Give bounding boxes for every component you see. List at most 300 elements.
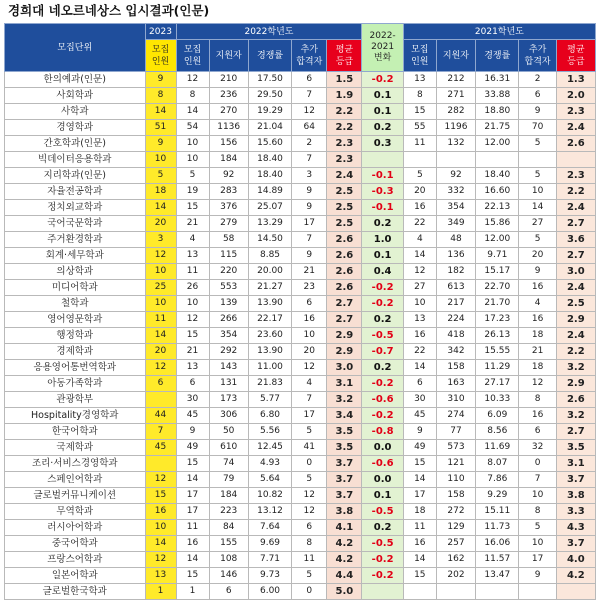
quota-2023: 20 xyxy=(145,216,176,232)
applicants-2022: 84 xyxy=(209,520,248,536)
quota-2022: 9 xyxy=(176,424,209,440)
applicants-2022: 610 xyxy=(209,440,248,456)
avg-grade-2021: 2.4 xyxy=(556,200,595,216)
ratio-2021: 33.88 xyxy=(476,88,519,104)
quota-2021: 12 xyxy=(403,264,436,280)
dept-name: 영어영문학과 xyxy=(5,312,146,328)
header-extra-2021: 추가 합격자 xyxy=(519,40,556,72)
avg-grade-2022: 3.7 xyxy=(327,488,362,504)
extra-2021: 32 xyxy=(519,440,556,456)
quota-2022: 21 xyxy=(176,216,209,232)
avg-grade-2021: 2.7 xyxy=(556,216,595,232)
table-row xyxy=(5,200,596,216)
ratio-2022: 13.90 xyxy=(248,344,291,360)
header-year-2021: 2021학년도 xyxy=(403,24,595,40)
header-applicants-2022: 지원자 xyxy=(209,40,248,72)
applicants-2022: 92 xyxy=(209,168,248,184)
ratio-2021: 9.71 xyxy=(476,248,519,264)
dept-name: 사학과 xyxy=(5,104,146,120)
grade-change: 0.2 xyxy=(362,312,403,328)
avg-grade-2022: 2.5 xyxy=(327,184,362,200)
extra-2022: 41 xyxy=(292,440,327,456)
quota-2023: 3 xyxy=(145,232,176,248)
ratio-2022: 10.82 xyxy=(248,488,291,504)
extra-2021: 16 xyxy=(519,280,556,296)
dept-name: 정치외교학과 xyxy=(5,200,146,216)
quota-2022: 11 xyxy=(176,520,209,536)
table-row xyxy=(5,72,596,88)
quota-2023: 10 xyxy=(145,152,176,168)
avg-grade-2021: 3.7 xyxy=(556,536,595,552)
quota-2023: 13 xyxy=(145,568,176,584)
extra-2022: 10 xyxy=(292,328,327,344)
applicants-2021: 182 xyxy=(436,264,475,280)
dept-name: 프랑스어학과 xyxy=(5,552,146,568)
extra-2021: 9 xyxy=(519,568,556,584)
table-row xyxy=(5,584,596,600)
applicants-2021: 129 xyxy=(436,520,475,536)
dept-name: 러시아어학과 xyxy=(5,520,146,536)
table-row xyxy=(5,488,596,504)
avg-grade-2021: 4.2 xyxy=(556,568,595,584)
avg-grade-2022: 2.6 xyxy=(327,264,362,280)
grade-change: 0.2 xyxy=(362,120,403,136)
quota-2023: 10 xyxy=(145,264,176,280)
applicants-2021: 212 xyxy=(436,72,475,88)
applicants-2021 xyxy=(436,584,475,600)
ratio-2022: 13.12 xyxy=(248,504,291,520)
extra-2022: 5 xyxy=(292,568,327,584)
ratio-2022: 5.56 xyxy=(248,424,291,440)
applicants-2022: 306 xyxy=(209,408,248,424)
quota-2023: 12 xyxy=(145,552,176,568)
avg-grade-2021: 3.2 xyxy=(556,408,595,424)
quota-2022: 15 xyxy=(176,328,209,344)
quota-2023: 16 xyxy=(145,504,176,520)
avg-grade-2021: 2.4 xyxy=(556,280,595,296)
header-quota-2022: 모집 인원 xyxy=(176,40,209,72)
quota-2021: 9 xyxy=(403,424,436,440)
dept-name: Hospitality경영학과 xyxy=(5,408,146,424)
avg-grade-2022: 2.3 xyxy=(327,136,362,152)
applicants-2022: 156 xyxy=(209,136,248,152)
avg-grade-2022: 2.2 xyxy=(327,120,362,136)
avg-grade-2022: 2.9 xyxy=(327,328,362,344)
quota-2021: 17 xyxy=(403,488,436,504)
quota-2023: 15 xyxy=(145,488,176,504)
extra-2021 xyxy=(519,584,556,600)
table-row xyxy=(5,408,596,424)
table-row xyxy=(5,104,596,120)
applicants-2022: 143 xyxy=(209,360,248,376)
extra-2021: 5 xyxy=(519,168,556,184)
avg-grade-2021: 4.3 xyxy=(556,520,595,536)
quota-2022: 10 xyxy=(176,296,209,312)
grade-change: 0.3 xyxy=(362,136,403,152)
extra-2021: 10 xyxy=(519,488,556,504)
quota-2021: 11 xyxy=(403,136,436,152)
dept-name: 조리·서비스경영학과 xyxy=(5,456,146,472)
quota-2021: 15 xyxy=(403,456,436,472)
ratio-2022: 5.64 xyxy=(248,472,291,488)
ratio-2021: 21.75 xyxy=(476,120,519,136)
quota-2023: 1 xyxy=(145,584,176,600)
ratio-2021: 18.40 xyxy=(476,168,519,184)
quota-2023: 8 xyxy=(145,88,176,104)
extra-2022: 5 xyxy=(292,424,327,440)
quota-2021: 20 xyxy=(403,184,436,200)
ratio-2022: 21.04 xyxy=(248,120,291,136)
quota-2021: 15 xyxy=(403,568,436,584)
extra-2021: 27 xyxy=(519,216,556,232)
admissions-results-table xyxy=(4,23,596,600)
header-ratio-2022: 경쟁률 xyxy=(248,40,291,72)
applicants-2021: 310 xyxy=(436,392,475,408)
avg-grade-2021: 2.9 xyxy=(556,312,595,328)
ratio-2021: 22.70 xyxy=(476,280,519,296)
dept-name: 회계·세무학과 xyxy=(5,248,146,264)
applicants-2022: 173 xyxy=(209,392,248,408)
ratio-2021: 8.07 xyxy=(476,456,519,472)
extra-2022: 11 xyxy=(292,552,327,568)
applicants-2021: 217 xyxy=(436,296,475,312)
extra-2021: 70 xyxy=(519,120,556,136)
table-row xyxy=(5,344,596,360)
quota-2022: 10 xyxy=(176,152,209,168)
table-row xyxy=(5,504,596,520)
extra-2022: 21 xyxy=(292,264,327,280)
extra-2022: 12 xyxy=(292,488,327,504)
applicants-2021: 613 xyxy=(436,280,475,296)
quota-2022: 14 xyxy=(176,104,209,120)
quota-2021: 16 xyxy=(403,328,436,344)
extra-2022: 7 xyxy=(292,88,327,104)
ratio-2022: 7.71 xyxy=(248,552,291,568)
quota-2021: 10 xyxy=(403,296,436,312)
table-row xyxy=(5,88,596,104)
ratio-2022: 4.93 xyxy=(248,456,291,472)
extra-2022: 12 xyxy=(292,360,327,376)
grade-change: -0.3 xyxy=(362,184,403,200)
quota-2023: 10 xyxy=(145,296,176,312)
ratio-2021: 11.69 xyxy=(476,440,519,456)
extra-2021: 6 xyxy=(519,88,556,104)
extra-2022: 7 xyxy=(292,232,327,248)
applicants-2021: 272 xyxy=(436,504,475,520)
table-row xyxy=(5,136,596,152)
quota-2022: 15 xyxy=(176,200,209,216)
quota-2022: 54 xyxy=(176,120,209,136)
quota-2021: 14 xyxy=(403,248,436,264)
extra-2022: 7 xyxy=(292,152,327,168)
table-row xyxy=(5,312,596,328)
ratio-2021 xyxy=(476,152,519,168)
applicants-2021: 354 xyxy=(436,200,475,216)
avg-grade-2021: 2.9 xyxy=(556,376,595,392)
dept-name: 철학과 xyxy=(5,296,146,312)
dept-name: 행정학과 xyxy=(5,328,146,344)
quota-2021: 15 xyxy=(403,104,436,120)
table-row xyxy=(5,520,596,536)
quota-2021: 49 xyxy=(403,440,436,456)
avg-grade-2022: 3.0 xyxy=(327,360,362,376)
applicants-2021: 332 xyxy=(436,184,475,200)
applicants-2022: 210 xyxy=(209,72,248,88)
dept-name: 중국어학과 xyxy=(5,536,146,552)
grade-change: 0.0 xyxy=(362,440,403,456)
dept-name: 빅데이터응용학과 xyxy=(5,152,146,168)
quota-2023: 14 xyxy=(145,200,176,216)
table-row xyxy=(5,536,596,552)
avg-grade-2022: 2.7 xyxy=(327,312,362,328)
ratio-2022: 7.64 xyxy=(248,520,291,536)
applicants-2021: 271 xyxy=(436,88,475,104)
applicants-2021: 257 xyxy=(436,536,475,552)
applicants-2022: 139 xyxy=(209,296,248,312)
avg-grade-2022: 3.5 xyxy=(327,424,362,440)
dept-name: 지리학과(인문) xyxy=(5,168,146,184)
applicants-2022: 79 xyxy=(209,472,248,488)
extra-2021: 0 xyxy=(519,456,556,472)
quota-2022: 30 xyxy=(176,392,209,408)
quota-2021: 30 xyxy=(403,392,436,408)
extra-2021 xyxy=(519,152,556,168)
quota-2021: 55 xyxy=(403,120,436,136)
applicants-2022: 270 xyxy=(209,104,248,120)
extra-2022: 17 xyxy=(292,216,327,232)
ratio-2022: 12.45 xyxy=(248,440,291,456)
dept-name: 자율전공학과 xyxy=(5,184,146,200)
quota-2023: 12 xyxy=(145,248,176,264)
header-extra-2022: 추가 합격자 xyxy=(292,40,327,72)
applicants-2022: 266 xyxy=(209,312,248,328)
quota-2023: 20 xyxy=(145,344,176,360)
header-year-2022: 2022학년도 xyxy=(176,24,362,40)
ratio-2022: 9.73 xyxy=(248,568,291,584)
ratio-2021: 16.06 xyxy=(476,536,519,552)
grade-change: -0.7 xyxy=(362,344,403,360)
ratio-2021: 15.86 xyxy=(476,216,519,232)
grade-change: -0.1 xyxy=(362,200,403,216)
quota-2021: 22 xyxy=(403,216,436,232)
applicants-2021: 158 xyxy=(436,488,475,504)
quota-2023: 14 xyxy=(145,104,176,120)
ratio-2021: 6.09 xyxy=(476,408,519,424)
applicants-2021: 121 xyxy=(436,456,475,472)
extra-2022: 3 xyxy=(292,168,327,184)
ratio-2021: 10.33 xyxy=(476,392,519,408)
dept-name: 일본어학과 xyxy=(5,568,146,584)
dept-name: 미디어학과 xyxy=(5,280,146,296)
header-ratio-2021: 경쟁률 xyxy=(476,40,519,72)
header-quota-2023: 모집 인원 xyxy=(145,40,176,72)
quota-2023: 14 xyxy=(145,536,176,552)
extra-2021: 5 xyxy=(519,520,556,536)
page-title: 경희대 네오르네상스 입시결과(인문) xyxy=(8,3,210,18)
ratio-2021: 21.70 xyxy=(476,296,519,312)
extra-2021: 5 xyxy=(519,232,556,248)
header-avg-2021: 평균 등급 xyxy=(556,40,595,72)
avg-grade-2022: 3.7 xyxy=(327,456,362,472)
quota-2022: 17 xyxy=(176,504,209,520)
extra-2021: 16 xyxy=(519,408,556,424)
avg-grade-2022: 3.1 xyxy=(327,376,362,392)
dept-name: 한의예과(인문) xyxy=(5,72,146,88)
applicants-2022: 74 xyxy=(209,456,248,472)
quota-2022: 11 xyxy=(176,264,209,280)
quota-2023: 44 xyxy=(145,408,176,424)
avg-grade-2021: 2.0 xyxy=(556,88,595,104)
avg-grade-2022: 2.5 xyxy=(327,200,362,216)
ratio-2021: 16.31 xyxy=(476,72,519,88)
avg-grade-2022: 4.2 xyxy=(327,536,362,552)
quota-2021: 18 xyxy=(403,504,436,520)
grade-change: -0.2 xyxy=(362,568,403,584)
avg-grade-2022: 4.2 xyxy=(327,552,362,568)
applicants-2022: 292 xyxy=(209,344,248,360)
avg-grade-2022: 2.3 xyxy=(327,152,362,168)
dept-name: 국어국문학과 xyxy=(5,216,146,232)
extra-2022: 6 xyxy=(292,520,327,536)
avg-grade-2022: 4.1 xyxy=(327,520,362,536)
applicants-2021: 77 xyxy=(436,424,475,440)
avg-grade-2021: 2.2 xyxy=(556,344,595,360)
applicants-2022: 184 xyxy=(209,488,248,504)
ratio-2022: 6.00 xyxy=(248,584,291,600)
quota-2023 xyxy=(145,392,176,408)
grade-change: -0.6 xyxy=(362,456,403,472)
ratio-2022: 9.69 xyxy=(248,536,291,552)
quota-2021: 13 xyxy=(403,312,436,328)
table-row xyxy=(5,568,596,584)
ratio-2022: 14.89 xyxy=(248,184,291,200)
avg-grade-2021: 2.2 xyxy=(556,184,595,200)
applicants-2022: 553 xyxy=(209,280,248,296)
header-applicants-2021: 지원자 xyxy=(436,40,475,72)
quota-2022: 17 xyxy=(176,488,209,504)
avg-grade-2022: 2.7 xyxy=(327,296,362,312)
ratio-2021: 11.73 xyxy=(476,520,519,536)
dept-name: 경영학과 xyxy=(5,120,146,136)
quota-2022: 10 xyxy=(176,136,209,152)
quota-2023: 25 xyxy=(145,280,176,296)
header-dept: 모집단위 xyxy=(5,24,146,72)
quota-2023: 51 xyxy=(145,120,176,136)
applicants-2022: 1136 xyxy=(209,120,248,136)
ratio-2021: 15.55 xyxy=(476,344,519,360)
quota-2022: 1 xyxy=(176,584,209,600)
quota-2023: 12 xyxy=(145,472,176,488)
grade-change: -0.8 xyxy=(362,424,403,440)
dept-name: 글로벌커뮤니케이션 xyxy=(5,488,146,504)
dept-name: 무역학과 xyxy=(5,504,146,520)
avg-grade-2022: 3.5 xyxy=(327,440,362,456)
avg-grade-2021: 4.0 xyxy=(556,552,595,568)
avg-grade-2021: 3.0 xyxy=(556,264,595,280)
grade-change: 0.4 xyxy=(362,264,403,280)
avg-grade-2021: 2.6 xyxy=(556,392,595,408)
applicants-2021: 158 xyxy=(436,360,475,376)
applicants-2022: 58 xyxy=(209,232,248,248)
quota-2023: 10 xyxy=(145,520,176,536)
grade-change: -0.2 xyxy=(362,280,403,296)
ratio-2022: 25.07 xyxy=(248,200,291,216)
extra-2021: 2 xyxy=(519,72,556,88)
extra-2022: 5 xyxy=(292,472,327,488)
ratio-2022: 5.77 xyxy=(248,392,291,408)
table-row xyxy=(5,456,596,472)
extra-2022: 4 xyxy=(292,376,327,392)
applicants-2021: 224 xyxy=(436,312,475,328)
avg-grade-2021: 2.5 xyxy=(556,296,595,312)
avg-grade-2021: 3.2 xyxy=(556,360,595,376)
applicants-2021: 274 xyxy=(436,408,475,424)
quota-2022: 15 xyxy=(176,568,209,584)
quota-2022: 45 xyxy=(176,408,209,424)
quota-2023: 11 xyxy=(145,312,176,328)
ratio-2022: 6.80 xyxy=(248,408,291,424)
avg-grade-2021: 3.6 xyxy=(556,232,595,248)
ratio-2022: 21.83 xyxy=(248,376,291,392)
applicants-2022: 108 xyxy=(209,552,248,568)
table-row xyxy=(5,184,596,200)
quota-2023: 45 xyxy=(145,440,176,456)
extra-2022: 0 xyxy=(292,584,327,600)
avg-grade-2022: 1.5 xyxy=(327,72,362,88)
quota-2023: 5 xyxy=(145,168,176,184)
quota-2022: 14 xyxy=(176,552,209,568)
extra-2022: 17 xyxy=(292,408,327,424)
applicants-2021: 110 xyxy=(436,472,475,488)
applicants-2022: 131 xyxy=(209,376,248,392)
grade-change: -0.5 xyxy=(362,536,403,552)
applicants-2022: 376 xyxy=(209,200,248,216)
ratio-2022: 13.29 xyxy=(248,216,291,232)
table-row xyxy=(5,440,596,456)
table-row xyxy=(5,376,596,392)
ratio-2021: 7.86 xyxy=(476,472,519,488)
table-row xyxy=(5,120,596,136)
quota-2021: 14 xyxy=(403,360,436,376)
grade-change: 1.0 xyxy=(362,232,403,248)
extra-2022: 23 xyxy=(292,280,327,296)
ratio-2021: 17.23 xyxy=(476,312,519,328)
ratio-2021: 26.13 xyxy=(476,328,519,344)
avg-grade-2021: 3.7 xyxy=(556,472,595,488)
grade-change: 0.1 xyxy=(362,88,403,104)
ratio-2021: 11.29 xyxy=(476,360,519,376)
ratio-2021 xyxy=(476,584,519,600)
grade-change: 0.1 xyxy=(362,248,403,264)
ratio-2022: 15.60 xyxy=(248,136,291,152)
quota-2022: 8 xyxy=(176,88,209,104)
ratio-2022: 29.50 xyxy=(248,88,291,104)
extra-2022: 0 xyxy=(292,456,327,472)
applicants-2021: 282 xyxy=(436,104,475,120)
applicants-2021: 92 xyxy=(436,168,475,184)
applicants-2022: 6 xyxy=(209,584,248,600)
avg-grade-2021: 1.3 xyxy=(556,72,595,88)
avg-grade-2021: 2.3 xyxy=(556,104,595,120)
ratio-2021: 18.80 xyxy=(476,104,519,120)
ratio-2021: 8.56 xyxy=(476,424,519,440)
quota-2022: 12 xyxy=(176,72,209,88)
applicants-2022: 223 xyxy=(209,504,248,520)
quota-2023: 6 xyxy=(145,376,176,392)
ratio-2022: 11.00 xyxy=(248,360,291,376)
avg-grade-2021: 2.4 xyxy=(556,328,595,344)
grade-change xyxy=(362,152,403,168)
